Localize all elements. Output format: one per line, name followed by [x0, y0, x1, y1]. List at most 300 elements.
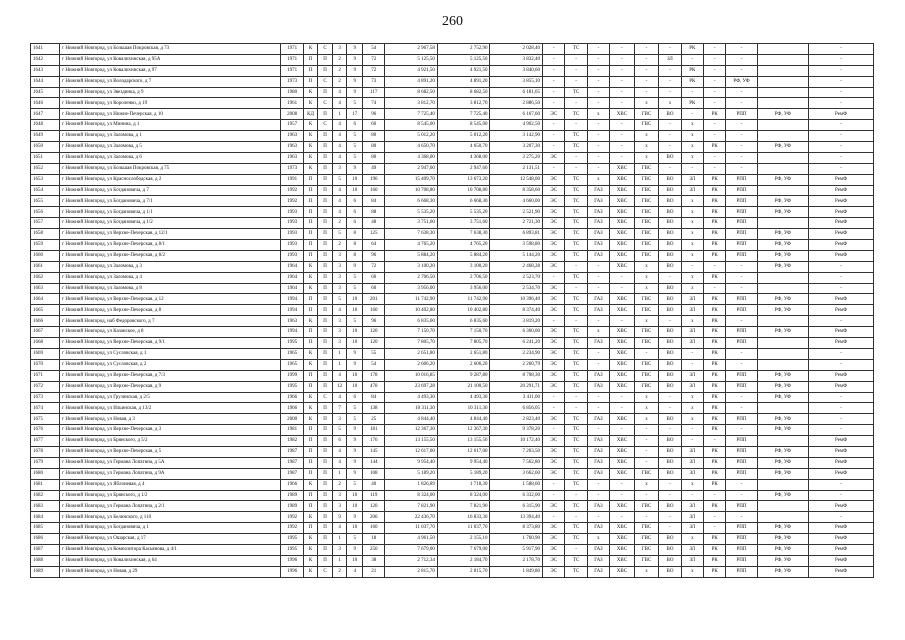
- cell-garbage-chute: -: [681, 359, 703, 370]
- cell-apartments: 60: [363, 120, 385, 131]
- cell-living-area: 3 956,00: [437, 283, 490, 294]
- cell-entrances: 3: [332, 283, 347, 294]
- cell-gas-supply: ГАЗ: [587, 370, 609, 381]
- cell-entrances: 4: [332, 196, 347, 207]
- cell-gas-supply: ГАЗ: [587, 381, 609, 392]
- cell-heat-supply: ТС: [565, 555, 587, 566]
- cell-facade: РФ, УФ: [757, 457, 808, 468]
- cell-wall-material: К: [303, 566, 318, 577]
- cell-living-area: 5 884,20: [437, 250, 490, 261]
- cell-roof: РК: [704, 403, 726, 414]
- cell-gas-supply: -: [587, 392, 609, 403]
- cell-power-supply: ЭС: [543, 283, 565, 294]
- cell-address: г Нижний Новгород, ул Яблоневая, д 4: [60, 479, 281, 490]
- cell-roof: РК: [704, 327, 726, 338]
- cell-floors: 5: [347, 142, 363, 153]
- cell-floor-type: П: [318, 501, 333, 512]
- cell-hot-water: -: [634, 87, 659, 98]
- cell-garbage-chute: х: [681, 142, 703, 153]
- cell-apartments: 201: [363, 294, 385, 305]
- cell-power-supply: ЭС: [543, 305, 565, 316]
- cell-cold-water: ХВС: [610, 163, 635, 174]
- cell-power-supply: ЭС: [543, 348, 565, 359]
- cell-living-area: 12 367,30: [437, 425, 490, 436]
- cell-gas-supply: ГАЗ: [587, 338, 609, 349]
- cell-address: г Нижний Новгород, ул Германа Лопатина, д 9А: [60, 468, 281, 479]
- cell-heated-area: 6 181,65: [490, 87, 543, 98]
- cell-cold-water: ХВС: [610, 555, 635, 566]
- cell-hot-water: ГВС: [634, 120, 659, 131]
- cell-heated-area: 6 893,81: [490, 229, 543, 240]
- cell-facade: [757, 163, 808, 174]
- cell-row-number: 1685: [31, 523, 60, 534]
- cell-living-area: 2 184,70: [437, 555, 490, 566]
- cell-repair-fund: -: [809, 403, 874, 414]
- cell-address: г Нижний Новгород, ул Ковалихинская, д 95А: [60, 54, 281, 65]
- cell-address: г Нижний Новгород, ул Верхне-Печерская, д 8/1: [60, 240, 281, 251]
- cell-heat-supply: ТС: [565, 566, 587, 577]
- cell-apartments: 49: [363, 163, 385, 174]
- cell-row-number: 1670: [31, 359, 60, 370]
- cell-living-area: 4 650,70: [437, 142, 490, 153]
- cell-cold-water: ХВС: [610, 338, 635, 349]
- cell-apartments: 84: [363, 196, 385, 207]
- table-row: [31, 272, 874, 283]
- cell-floors: 10: [347, 294, 363, 305]
- cell-sewerage: ВО: [659, 240, 681, 251]
- cell-floor-type: П: [318, 261, 333, 272]
- cell-sewerage: ВО: [659, 414, 681, 425]
- cell-repair-fund: -: [809, 142, 874, 153]
- cell-year-built: 1991: [281, 174, 303, 185]
- cell-hot-water: -: [634, 76, 659, 87]
- cell-gas-supply: ГАЗ: [587, 457, 609, 468]
- cell-address: г Нижний Новгород, ул Ильинская, д 13/2: [60, 403, 281, 414]
- cell-floor-type: П: [318, 87, 333, 98]
- cell-garbage-chute: -: [681, 163, 703, 174]
- cell-living-area: 4 844,40: [437, 414, 490, 425]
- cell-floors: 9: [347, 468, 363, 479]
- cell-garbage-chute: х: [681, 479, 703, 490]
- cell-year-built: 1987: [281, 457, 303, 468]
- cell-roof: -: [704, 523, 726, 534]
- cell-entrances: 3: [332, 501, 347, 512]
- cell-hot-water: ГВС: [634, 359, 659, 370]
- cell-year-built: 1964: [281, 261, 303, 272]
- cell-sewerage: ВО: [659, 544, 681, 555]
- cell-repair-fund: РемФ: [809, 174, 874, 185]
- cell-power-supply: ЭС: [543, 196, 565, 207]
- cell-cold-water: ХВС: [610, 109, 635, 120]
- cell-year-built: 1963: [281, 152, 303, 163]
- cell-floor-type: С: [318, 120, 333, 131]
- cell-living-area: 8 545,00: [437, 120, 490, 131]
- cell-sewerage: ВО: [659, 294, 681, 305]
- cell-address: г Нижний Новгород, ул Грузинская, д 2/5: [60, 392, 281, 403]
- cell-power-supply: -: [543, 163, 565, 174]
- cell-total-area: 5 125,50: [385, 54, 438, 65]
- cell-cold-water: -: [610, 512, 635, 523]
- cell-living-area: 4 891,20: [437, 76, 490, 87]
- cell-wall-material: К: [303, 283, 318, 294]
- cell-elevator: -: [726, 479, 757, 490]
- cell-elevator: -: [726, 425, 757, 436]
- cell-repair-fund: -: [809, 283, 874, 294]
- cell-floor-type: П: [318, 370, 333, 381]
- cell-heated-area: 6 856,05: [490, 403, 543, 414]
- table-row: [31, 283, 874, 294]
- cell-heated-area: 6 315,90: [490, 501, 543, 512]
- cell-cold-water: -: [610, 272, 635, 283]
- cell-apartments: 250: [363, 544, 385, 555]
- cell-sewerage: ВО: [659, 555, 681, 566]
- cell-address: г Нижний Новгород, ул Верхне-Печерская, д 12: [60, 294, 281, 305]
- cell-entrances: 2: [332, 65, 347, 76]
- cell-repair-fund: РемФ: [809, 196, 874, 207]
- cell-entrances: 2: [332, 479, 347, 490]
- cell-hot-water: ГВС: [634, 174, 659, 185]
- cell-year-built: 1980: [281, 87, 303, 98]
- cell-floor-type: П: [318, 185, 333, 196]
- cell-roof: РК: [704, 555, 726, 566]
- cell-heat-supply: ТС: [565, 272, 587, 283]
- cell-repair-fund: -: [809, 392, 874, 403]
- cell-facade: РФ, УФ: [757, 414, 808, 425]
- cell-floors: 9: [347, 65, 363, 76]
- cell-address: г Нижний Новгород, ул Верхне-Печерская, д 8/2: [60, 250, 281, 261]
- cell-heat-supply: ТС: [565, 250, 587, 261]
- cell-living-area: 2 752,90: [437, 44, 490, 55]
- cell-hot-water: ГВС: [634, 240, 659, 251]
- cell-floors: 10: [347, 555, 363, 566]
- cell-repair-fund: РемФ: [809, 381, 874, 392]
- cell-living-area: 5 189,20: [437, 468, 490, 479]
- cell-roof: РК: [704, 305, 726, 316]
- cell-address: г Нижний Новгород, ул Нижне-Печерская, д 10: [60, 109, 281, 120]
- cell-power-supply: -: [543, 131, 565, 142]
- cell-floors: 5: [347, 414, 363, 425]
- cell-power-supply: -: [543, 512, 565, 523]
- cell-apartments: 55: [363, 348, 385, 359]
- cell-facade: [757, 501, 808, 512]
- cell-entrances: 3: [332, 250, 347, 261]
- cell-power-supply: ЭС: [543, 261, 565, 272]
- cell-gas-supply: ГАЗ: [587, 229, 609, 240]
- cell-total-area: 3 956,00: [385, 283, 438, 294]
- cell-wall-material: К: [303, 348, 318, 359]
- cell-sewerage: -: [659, 65, 681, 76]
- cell-garbage-chute: РК: [681, 44, 703, 55]
- cell-cold-water: -: [610, 316, 635, 327]
- cell-sewerage: -: [659, 87, 681, 98]
- cell-elevator: РПП: [726, 185, 757, 196]
- cell-address: г Нижний Новгород, ул Заломова, д 8: [60, 283, 281, 294]
- cell-heated-area: 9 378,20: [490, 425, 543, 436]
- cell-year-built: 1994: [281, 305, 303, 316]
- cell-gas-supply: ГАЗ: [587, 218, 609, 229]
- cell-garbage-chute: х: [681, 283, 703, 294]
- cell-garbage-chute: х: [681, 403, 703, 414]
- cell-row-number: 1681: [31, 479, 60, 490]
- cell-row-number: 1678: [31, 446, 60, 457]
- cell-repair-fund: РемФ: [809, 109, 874, 120]
- cell-sewerage: -: [659, 425, 681, 436]
- cell-power-supply: ЭС: [543, 250, 565, 261]
- cell-entrances: 3: [332, 316, 347, 327]
- cell-cold-water: -: [610, 490, 635, 501]
- cell-facade: РФ, УФ: [757, 392, 808, 403]
- cell-floors: 9: [347, 348, 363, 359]
- housing-registry-table-container: [30, 43, 874, 578]
- cell-elevator: -: [726, 403, 757, 414]
- cell-elevator: РПП: [726, 294, 757, 305]
- cell-power-supply: ЭС: [543, 436, 565, 447]
- cell-floor-type: П: [318, 544, 333, 555]
- cell-total-area: 10 402,80: [385, 305, 438, 316]
- cell-power-supply: -: [543, 54, 565, 65]
- cell-living-area: 16 833,30: [437, 512, 490, 523]
- cell-heat-supply: ТС: [565, 229, 587, 240]
- table-row: [31, 381, 874, 392]
- cell-year-built: 1971: [281, 44, 303, 55]
- cell-wall-material: П: [303, 240, 318, 251]
- page-number: 260: [442, 14, 463, 29]
- cell-entrances: 3: [332, 44, 347, 55]
- cell-floor-type: П: [318, 294, 333, 305]
- cell-roof: РК: [704, 240, 726, 251]
- cell-heated-area: 5 144,20: [490, 250, 543, 261]
- cell-garbage-chute: х: [681, 229, 703, 240]
- cell-total-area: 4 765,20: [385, 240, 438, 251]
- cell-facade: [757, 98, 808, 109]
- cell-heated-area: 8 373,80: [490, 523, 543, 534]
- cell-heated-area: 12 548,00: [490, 174, 543, 185]
- cell-living-area: 2 651,80: [437, 348, 490, 359]
- cell-elevator: РПП: [726, 370, 757, 381]
- cell-gas-supply: -: [587, 120, 609, 131]
- cell-heat-supply: ТС: [565, 131, 587, 142]
- cell-heat-supply: ТС: [565, 87, 587, 98]
- cell-sewerage: ВО: [659, 348, 681, 359]
- table-row: [31, 457, 874, 468]
- cell-elevator: -: [726, 392, 757, 403]
- cell-heated-area: 20 291,71: [490, 381, 543, 392]
- cell-heated-area: 2 886,50: [490, 98, 543, 109]
- cell-facade: [757, 283, 808, 294]
- cell-wall-material: К: [303, 272, 318, 283]
- cell-apartments: 138: [363, 403, 385, 414]
- cell-gas-supply: ГАЗ: [587, 305, 609, 316]
- cell-floor-type: С: [318, 76, 333, 87]
- table-body: [31, 44, 874, 578]
- cell-facade: РФ, УФ: [757, 490, 808, 501]
- cell-wall-material: К: [303, 87, 318, 98]
- cell-heat-supply: -: [565, 163, 587, 174]
- cell-total-area: 2 815,70: [385, 566, 438, 577]
- cell-repair-fund: РемФ: [809, 338, 874, 349]
- cell-heat-supply: -: [565, 65, 587, 76]
- cell-wall-material: КД: [303, 109, 318, 120]
- cell-elevator: -: [726, 512, 757, 523]
- cell-hot-water: ГВС: [634, 163, 659, 174]
- cell-cold-water: ХВС: [610, 370, 635, 381]
- cell-facade: РФ, УФ: [757, 207, 808, 218]
- cell-address: г Нижний Новгород, ул Верхне-Печерская, д 8: [60, 305, 281, 316]
- cell-apartments: 96: [363, 316, 385, 327]
- cell-heat-supply: -: [565, 490, 587, 501]
- table-row: [31, 544, 874, 555]
- cell-elevator: -: [726, 98, 757, 109]
- cell-sewerage: ВО: [659, 446, 681, 457]
- cell-year-built: 1963: [281, 316, 303, 327]
- cell-address: г Нижний Новгород, ул Сусловская, д 1: [60, 348, 281, 359]
- cell-floors: 10: [347, 305, 363, 316]
- cell-apartments: 160: [363, 523, 385, 534]
- cell-elevator: РПП: [726, 207, 757, 218]
- cell-facade: [757, 338, 808, 349]
- cell-heat-supply: ТС: [565, 327, 587, 338]
- cell-living-area: 10 708,80: [437, 185, 490, 196]
- cell-apartments: 54: [363, 44, 385, 55]
- cell-roof: РК: [704, 425, 726, 436]
- cell-floor-type: П: [318, 512, 333, 523]
- cell-power-supply: ЭС: [543, 327, 565, 338]
- cell-elevator: -: [726, 120, 757, 131]
- table-row: [31, 163, 874, 174]
- cell-floor-type: П: [318, 174, 333, 185]
- table-row: [31, 250, 874, 261]
- cell-garbage-chute: ЗЛ: [681, 185, 703, 196]
- cell-garbage-chute: -: [681, 490, 703, 501]
- cell-sewerage: -: [659, 392, 681, 403]
- table-row: [31, 425, 874, 436]
- cell-living-area: 4 493,30: [437, 392, 490, 403]
- cell-living-area: 7 805,70: [437, 338, 490, 349]
- cell-total-area: 11 742,90: [385, 294, 438, 305]
- cell-repair-fund: -: [809, 152, 874, 163]
- cell-entrances: 12: [332, 381, 347, 392]
- cell-power-supply: ЭС: [543, 414, 565, 425]
- cell-living-area: 2 947,60: [437, 163, 490, 174]
- cell-repair-fund: -: [809, 98, 874, 109]
- cell-wall-material: П: [303, 523, 318, 534]
- cell-hot-water: х: [634, 98, 659, 109]
- cell-row-number: 1658: [31, 229, 60, 240]
- cell-power-supply: ЭС: [543, 468, 565, 479]
- cell-cold-water: ХВС: [610, 436, 635, 447]
- cell-heat-supply: ТС: [565, 534, 587, 545]
- cell-garbage-chute: ЗЛ: [681, 457, 703, 468]
- cell-living-area: 7 821,90: [437, 501, 490, 512]
- cell-sewerage: -: [659, 490, 681, 501]
- cell-floors: 9: [347, 446, 363, 457]
- cell-garbage-chute: х: [681, 566, 703, 577]
- cell-entrances: 3: [332, 163, 347, 174]
- cell-garbage-chute: х: [681, 207, 703, 218]
- cell-repair-fund: -: [809, 163, 874, 174]
- cell-heated-area: 8 358,60: [490, 185, 543, 196]
- cell-floors: 5: [347, 534, 363, 545]
- cell-row-number: 1689: [31, 566, 60, 577]
- cell-heat-supply: -: [565, 283, 587, 294]
- cell-gas-supply: -: [587, 348, 609, 359]
- cell-wall-material: К: [303, 152, 318, 163]
- cell-sewerage: -: [659, 512, 681, 523]
- cell-facade: РФ, УФ: [757, 544, 808, 555]
- cell-heat-supply: -: [565, 54, 587, 65]
- cell-garbage-chute: ЗЛ: [681, 174, 703, 185]
- cell-gas-supply: -: [587, 359, 609, 370]
- cell-hot-water: ГВС: [634, 185, 659, 196]
- cell-entrances: 4: [332, 87, 347, 98]
- cell-gas-supply: -: [587, 152, 609, 163]
- table-row: [31, 109, 874, 120]
- cell-entrances: 4: [332, 142, 347, 153]
- cell-cold-water: -: [610, 87, 635, 98]
- cell-heated-area: 6 332,00: [490, 490, 543, 501]
- cell-gas-supply: -: [587, 65, 609, 76]
- cell-hot-water: х: [634, 566, 659, 577]
- cell-heated-area: 2 131,51: [490, 163, 543, 174]
- cell-floor-type: П: [318, 218, 333, 229]
- cell-hot-water: ГВС: [634, 523, 659, 534]
- cell-wall-material: П: [303, 229, 318, 240]
- cell-roof: -: [704, 512, 726, 523]
- cell-living-area: 5 125,50: [437, 54, 490, 65]
- cell-address: г Нижний Новгород, ул Верхне-Печерская, д 3: [60, 425, 281, 436]
- cell-facade: [757, 272, 808, 283]
- cell-floors: 8: [347, 240, 363, 251]
- cell-row-number: 1667: [31, 327, 60, 338]
- cell-roof: -: [704, 54, 726, 65]
- cell-entrances: 7: [332, 403, 347, 414]
- cell-facade: РФ, УФ: [757, 229, 808, 240]
- cell-garbage-chute: -: [681, 109, 703, 120]
- cell-entrances: 6: [332, 436, 347, 447]
- cell-floor-type: С: [318, 392, 333, 403]
- cell-hot-water: -: [634, 512, 659, 523]
- cell-wall-material: П: [303, 327, 318, 338]
- cell-heated-area: 2 721,30: [490, 218, 543, 229]
- cell-total-area: 5 535,20: [385, 207, 438, 218]
- cell-row-number: 1650: [31, 142, 60, 153]
- cell-address: г Нижний Новгород, ул Композитора Касьянова, д 4/1: [60, 544, 281, 555]
- cell-address: г Нижний Новгород, ул Верхне-Печерская, д 5: [60, 446, 281, 457]
- cell-year-built: 2008: [281, 109, 303, 120]
- cell-heat-supply: ТС: [565, 174, 587, 185]
- cell-gas-supply: х: [587, 109, 609, 120]
- cell-year-built: 1995: [281, 338, 303, 349]
- cell-floor-type: П: [318, 359, 333, 370]
- cell-hot-water: ГВС: [634, 196, 659, 207]
- cell-apartments: 80: [363, 152, 385, 163]
- cell-garbage-chute: х: [681, 316, 703, 327]
- cell-apartments: 176: [363, 436, 385, 447]
- cell-cold-water: -: [610, 54, 635, 65]
- cell-gas-supply: -: [587, 490, 609, 501]
- cell-apartments: 117: [363, 87, 385, 98]
- cell-hot-water: ГВС: [634, 294, 659, 305]
- table-row: [31, 566, 874, 577]
- cell-row-number: 1669: [31, 348, 60, 359]
- cell-roof: РК: [704, 392, 726, 403]
- cell-wall-material: К: [303, 555, 318, 566]
- cell-facade: РФ, УФ: [757, 250, 808, 261]
- cell-row-number: 1687: [31, 544, 60, 555]
- cell-apartments: 144: [363, 457, 385, 468]
- cell-heated-area: 6 167,60: [490, 109, 543, 120]
- cell-heated-area: 3 840,60: [490, 65, 543, 76]
